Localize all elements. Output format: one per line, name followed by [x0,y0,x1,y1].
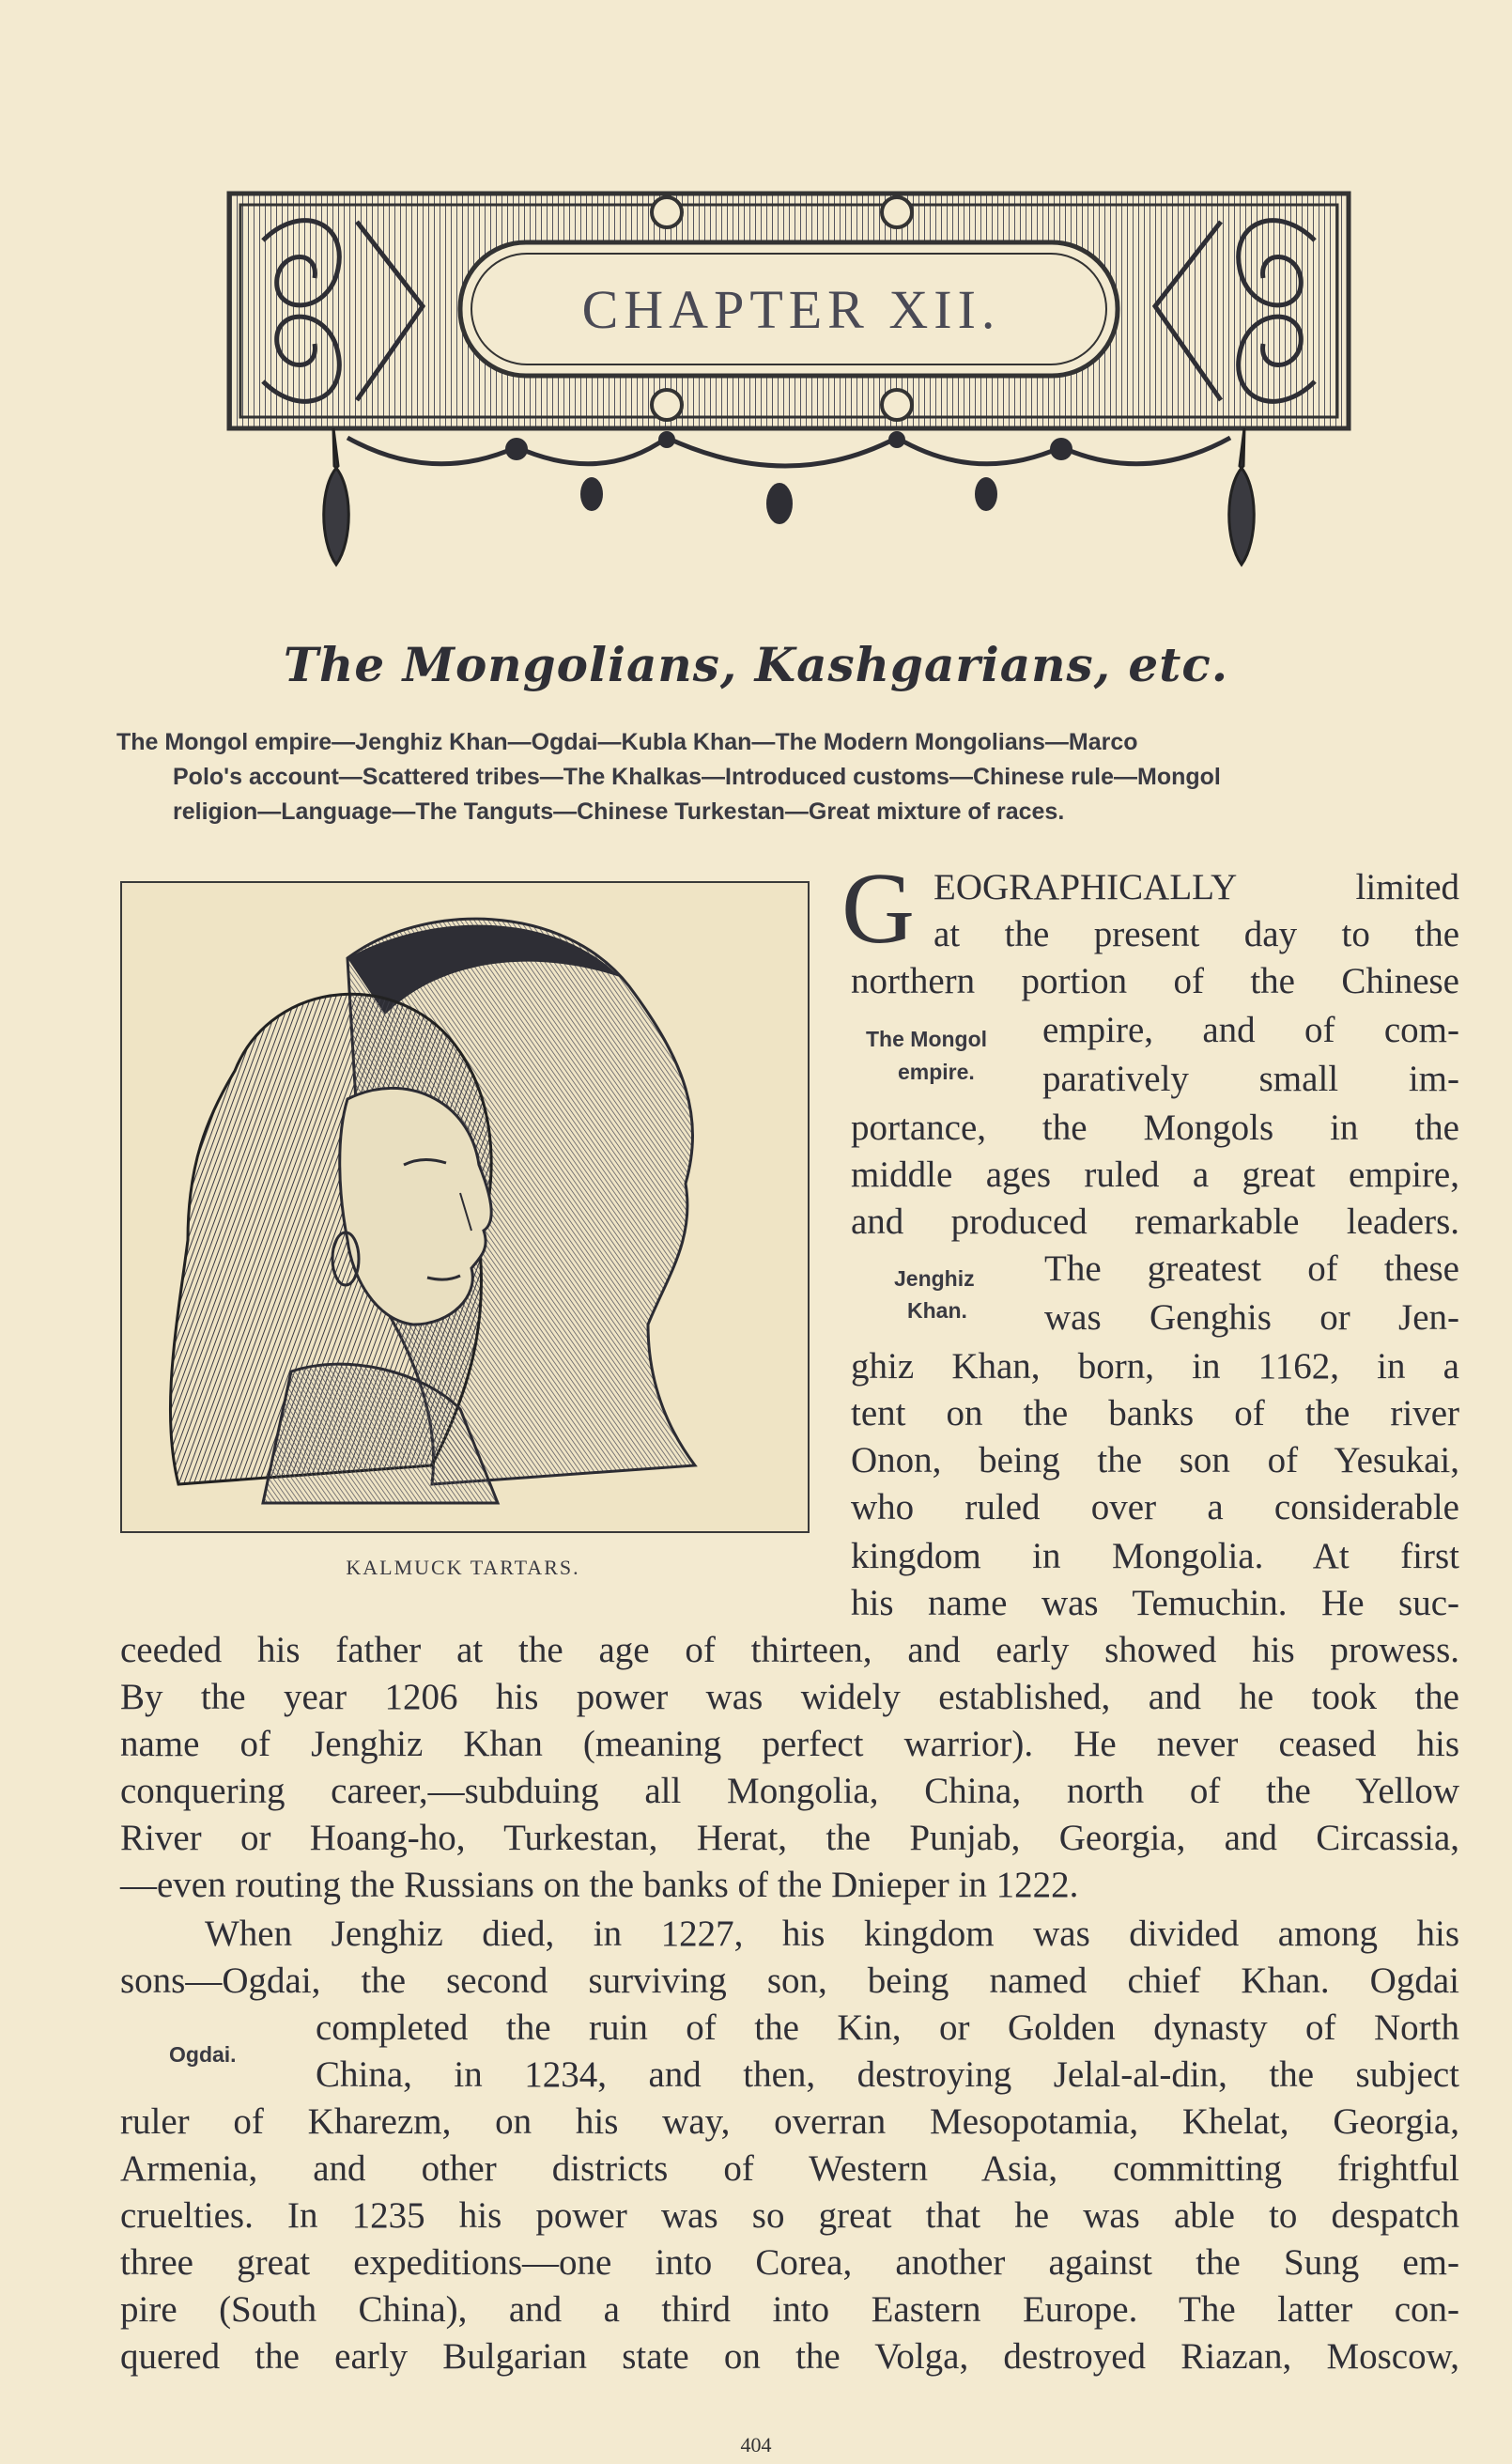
drop-cap: G [841,853,915,965]
body-text-line: EOGRAPHICALLY limited [933,867,1459,907]
body-text-line: conquering career,—subduing all Mongolia, China, north of the Yellow [120,1771,1459,1811]
body-text-line: portance, the Mongols in the [851,1108,1459,1148]
page-number: 404 [740,2433,772,2456]
body-text-line: northern portion of the Chinese [851,961,1459,1001]
body-text-line: sons—Ogdai, the second surviving son, being named chief Khan. Ogdai [120,1960,1459,2001]
body-text-line: name of Jenghiz Khan (meaning perfect warrior). He never ceased his [120,1724,1459,1764]
margin-note: Ogdai. [169,2042,237,2067]
margin-note: Khan. [907,1298,967,1323]
body-text-line: and produced remarkable leaders. [851,1201,1459,1242]
body-text-line: Onon, being the son of Yesukai, [851,1440,1459,1480]
body-text-line: middle ages ruled a great empire, [851,1155,1459,1195]
chapter-summary-line: The Mongol empire—Jenghiz Khan—Ogdai—Kubla Khan—The Modern Mongolians—Marco [116,729,1138,755]
body-text-line: —even routing the Russians on the banks of the Dnieper in 1222. [120,1865,1079,1905]
illustration-frame [120,881,810,1533]
illustration-caption: KALMUCK TARTARS. [346,1556,580,1579]
section-title: The Mongolians, Kashgarians, etc. [283,637,1229,692]
body-text-line: ceeded his father at the age of thirteen, and early showed his prowess. [120,1630,1459,1670]
body-text-line: When Jenghiz died, in 1227, his kingdom was divided among his [205,1914,1459,1954]
body-text-line: was Genghis or Jen- [1044,1297,1459,1338]
body-text-line: cruelties. In 1235 his power was so great that he was able to despatch [120,2195,1459,2236]
body-text-line: River or Hoang-ho, Turkestan, Herat, the Punjab, Georgia, and Circassia, [120,1818,1459,1858]
body-text-line: quered the early Bulgarian state on the Volga, destroyed Riazan, Moscow, [120,2336,1459,2377]
margin-note: Jenghiz [894,1266,975,1291]
body-text-line: completed the ruin of the Kin, or Golden dynasty of North [316,2007,1459,2048]
body-text-line: his name was Temuchin. He suc- [851,1583,1459,1623]
body-text-line: Armenia, and other districts of Western Asia, committing frightful [120,2148,1459,2189]
margin-note: empire. [898,1060,975,1084]
body-text-line: empire, and of com- [1042,1010,1459,1050]
body-text-line: paratively small im- [1042,1059,1459,1099]
chapter-title: CHAPTER XII. [581,279,1001,340]
body-text-line: kingdom in Mongolia. At first [851,1536,1459,1576]
body-text-line: The greatest of these [1044,1248,1459,1289]
margin-note: The Mongol [866,1027,988,1051]
body-text-line: ruler of Kharezm, on his way, overran Mesopotamia, Khelat, Georgia, [120,2101,1459,2142]
body-text-line: at the present day to the [933,914,1459,954]
body-text-line: who ruled over a considerable [851,1487,1459,1527]
chapter-banner-ornament [225,184,1352,579]
body-text-line: pire (South China), and a third into Eastern Europe. The latter con- [120,2289,1459,2330]
body-text-line: China, in 1234, and then, destroying Jelal-al-din, the subject [316,2054,1459,2095]
body-text-line: tent on the banks of the river [851,1393,1459,1433]
body-text-line: three great expeditions—one into Corea, another against the Sung em- [120,2242,1459,2283]
chapter-summary-line: religion—Language—The Tanguts—Chinese Turkestan—Great mixture of races. [173,798,1065,825]
kalmuck-tartars-engraving [122,883,808,1531]
body-text-line: ghiz Khan, born, in 1162, in a [851,1346,1459,1387]
chapter-summary-line: Polo's account—Scattered tribes—The Khalkas—Introduced customs—Chinese rule—Mongol [173,764,1221,790]
body-text-line: By the year 1206 his power was widely established, and he took the [120,1677,1459,1717]
